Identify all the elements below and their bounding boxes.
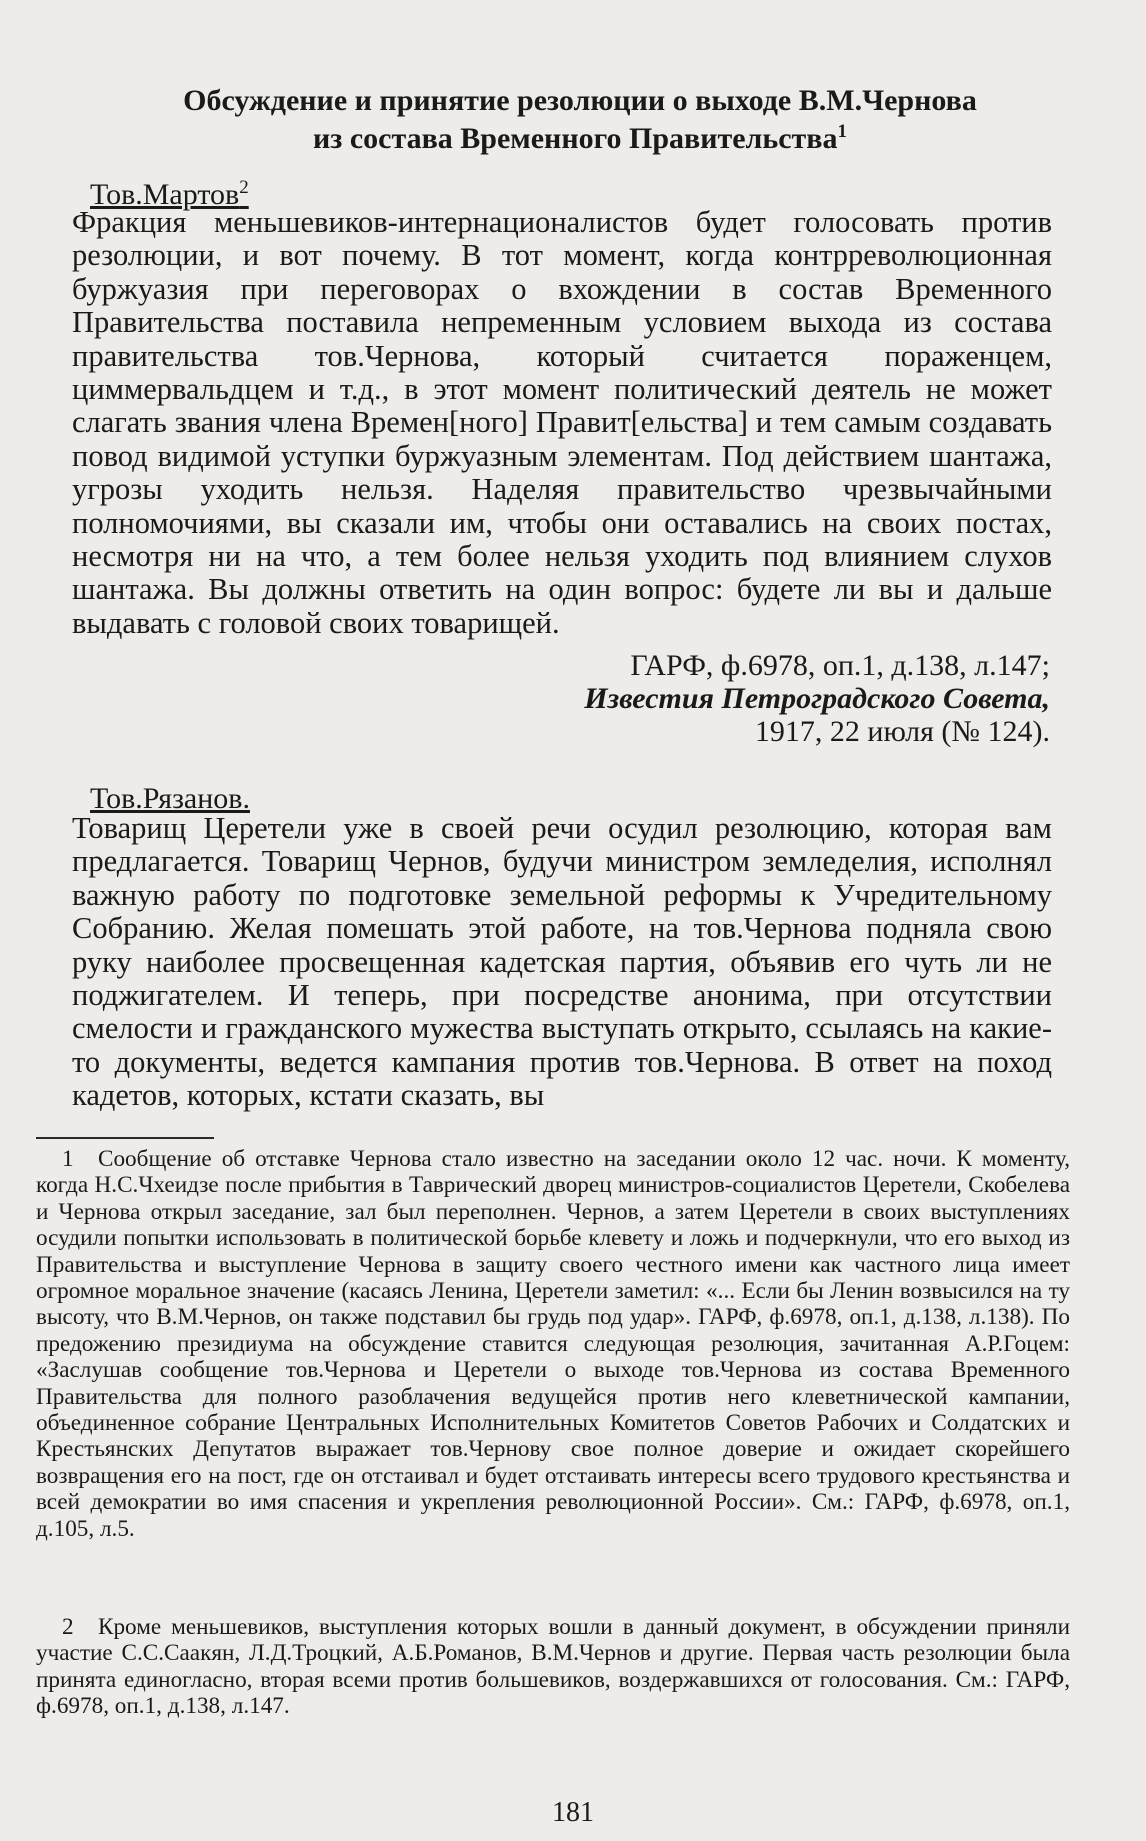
footnote-2 [36,1614,1070,1720]
footnote-2-number: 2 [62,1614,74,1640]
speaker-ryazanov: Тов.Рязанов. [90,782,250,815]
footnote-2-text: Кроме меньшевиков, выступления которых вошли в данный документ, в обсуждении приняли участие С.С.Саакян, Л.Д.Троцкий, А.Б.Романов, В.М.Чернов и другие. Первая часть резолюции была принята единогласно, вторая всеми против большевиков, воздержавшихся от голосования. См.: ГАРФ, ф.6978, оп.1, д.138, л.147. [36,1614,1070,1720]
source-date: 1917, 22 июля (№ 124). [754,715,1050,748]
footnote-1-number: 1 [62,1146,74,1172]
page-number: 181 [552,1797,594,1828]
footnote-ref-2: 2 [239,177,249,198]
source-archive: ГАРФ, ф.6978, оп.1, д.138, л.147; [630,649,1050,682]
speech-ryazanov-text: Товарищ Церетели уже в своей речи осудил резолюцию, которая вам предлагается. Товарищ Чернов, будучи министром земледелия, исполнял важную работу по подготовке земельной реформы к Учредительному Собранию. Желая помешать этой работе, на тов.Чернова подняла свою руку наиболее просвещенная кадетская партия, объявив его чуть ли не поджигателем. И теперь, при посредстве анонима, при отсутствии смелости и гражданского мужества выступать открыто, ссылаясь на какие-то документы, ведется кампания против тов.Чернова. В ответ на поход кадетов, которых, кстати сказать, вы [72,811,1052,1113]
document-title-line2: из состава Временного Правительства$^1$ [313,121,847,155]
speech-martov-text: Фракция меньшевиков-интернационалистов будет голосовать против резолюции, и вот почему. В тот момент, когда контрреволюционная буржуазия при переговорах о вхождении в состав Временного Правительства поставила непременным условием выхода из состава правительства тов.Чернова, который считается пораженцем, циммервальдцем и т.д., в этот момент политический деятель не может слагать звания члена Времен[ного] Правит[ельства] и тем самым создавать повод видимой уступки буржуазным элементам. Под действием шантажа, угрозы уходить нельзя. Наделяя правительство чрезвычайными полномочиями, вы сказали им, чтобы они оставались на своих постах, несмотря ни на что, а тем более нельзя уходить под влиянием слухов шантажа. Вы должны ответить на один вопрос: будете ли вы и дальше выдавать с головой своих товарищей. [72,205,1052,640]
footnote-ref-1: 1 [837,121,847,142]
speaker-martov: Тов.Мартов$^2$ [90,177,249,211]
footnote-divider [36,1137,214,1139]
footnote-1 [36,1146,1070,1542]
footnote-1-text: Сообщение об отставке Чернова стало известно на заседании около 12 час. ночи. К моменту, когда Н.С.Чхеидзе после прибытия в Таврический дворец министров-социалистов Церетели, Скобелева и Чернова открыл заседание, зал был переполнен. Чернов, а затем Церетели в своих выступлениях осудили попытки использовать в политической борьбе клевету и ложь и подчеркнули, что его выход из Правительства и выступление Чернова в защиту своего честного имени как частного лица имеет огромное моральное значение (касаясь Ленина, Церетели заметил: «... Если бы Ленин возвысился на ту высоту, что В.М.Чернов, он также подставил бы грудь под удар». ГАРФ, ф.6978, оп.1, д.138, л.138). По предожению президиума на обсуждение ставится следующая резолюция, зачитанная А.Р.Гоцем: «Заслушав сообщение тов.Чернова и Церетели о выходе тов.Чернова из состава Временного Правительства для полного разоблачения ведущейся против него клеветнической кампании, объединенное собрание Центральных Исполнительных Комитетов Советов Рабочих и Солдатских и Крестьянских Депутатов выражает тов.Чернову свое полное доверие и ожидает скорейшего возвращения его на пост, где он отстаивал и будет отстаивать интересы всего трудового крестьянства и всей демократии во имя спасения и укрепления революционной России». См.: ГАРФ, ф.6978, оп.1, д.105, л.5. [36,1146,1070,1542]
source-newspaper: Известия Петроградского Совета, [584,682,1050,715]
document-title-line1: Обсуждение и принятие резолюции о выходе В.М.Чернова [183,84,977,117]
